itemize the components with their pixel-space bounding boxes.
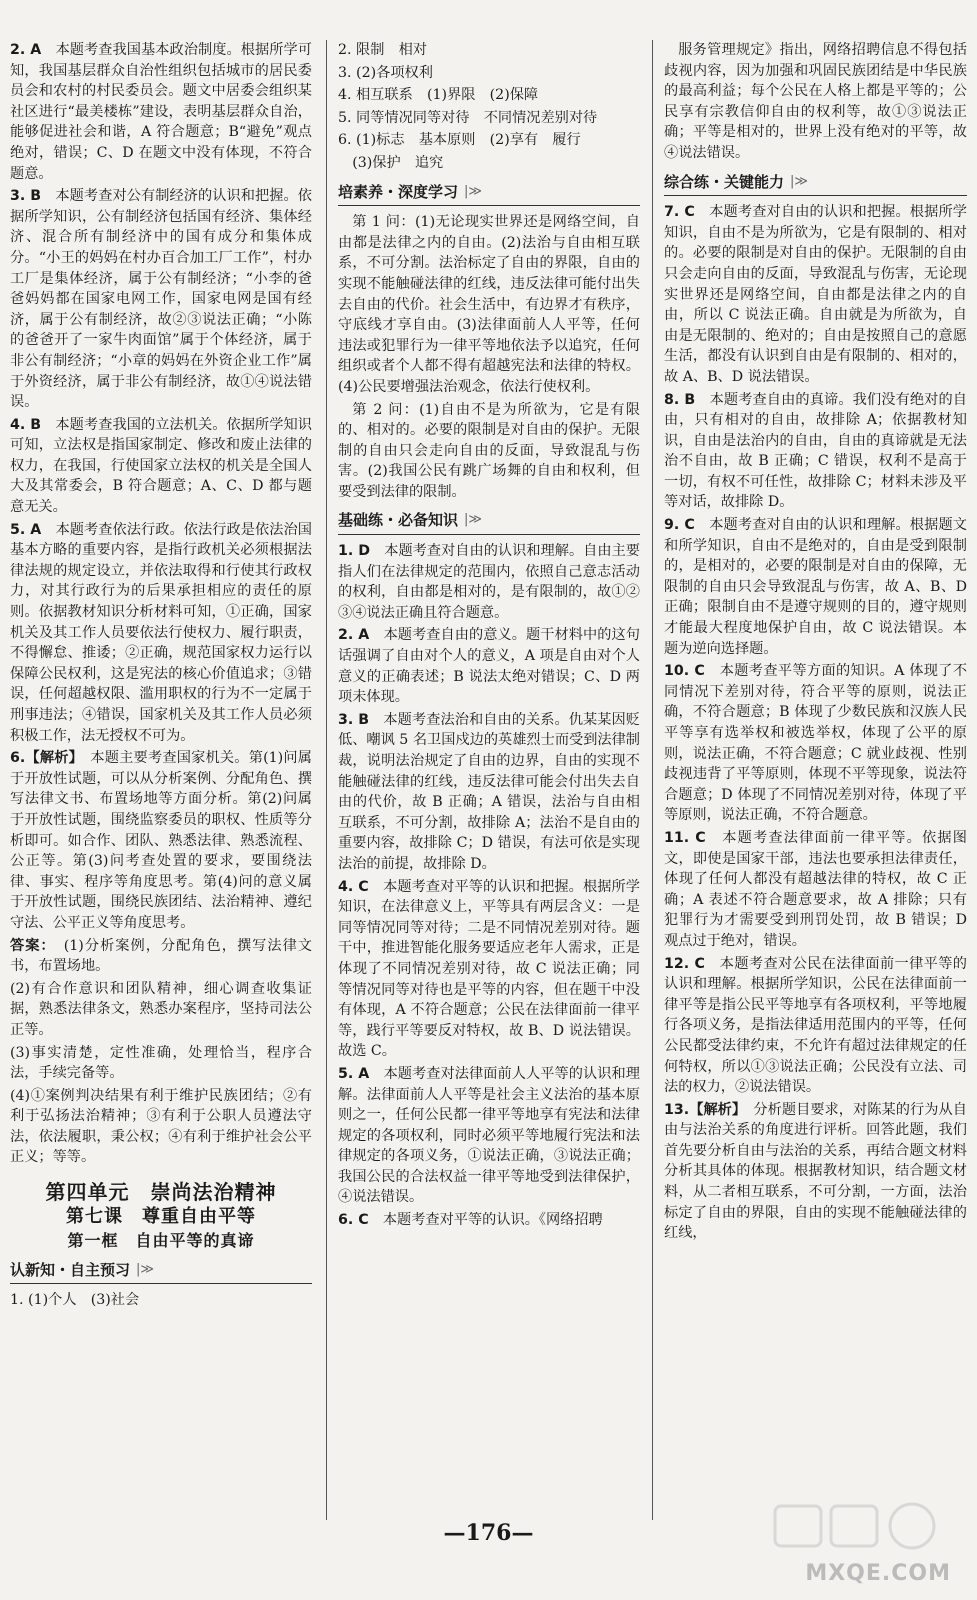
answer-text: 本题考查对公有制经济的认识和把握。依据所学知识，公有制经济包括国有经济、集体经济、混合所有制经济中的国有成分和集体成分。“小王的妈妈在村办百合加工厂工作”，村办工厂是集体经济，属于公有制经济；“小李的爸爸妈妈都在国家电网工作，国家电网是国有经济，属于公有制经济，故②③说法正确；“小陈的爸爸开了一家牛肉面馆”属于个体经济，属于非公有制经济；“小章的妈妈在外资企业工作”属于外资经济，属于非公有制经济，故①④说法错误。: [10, 188, 312, 411]
answer-text: 本题考查法律面前一律平等。依据图文，即使是国家干部，违法也要承担法律责任，体现了任何人都没有超越法律的特权，故 C 正确；A 表述不符合题意要求，故 A 排除；只有犯罪行为才需要受到刑罚处罚，故 B 错误；D 观点过于绝对，错误。: [664, 829, 967, 949]
chevron-right-icon: |≫: [136, 1261, 155, 1277]
comp-answer-item: [664, 202, 967, 387]
answer-text: 本题考查自由的真谛。我们没有绝对的自由，只有相对的自由，故排除 A；依据教材知识，自由是法治内的自由，自由的真谛就是无法治不自由，故 B 正确；C 错误，权利不是高于一切，有权不可任性，故排除 C；材料未涉及平等对话，故排除 D。: [664, 391, 967, 511]
basic-answer-item: [338, 1210, 640, 1231]
comp-answer-item: [664, 954, 967, 1098]
comp-answer-item: [664, 828, 967, 952]
answer-text: 本题考查对公民在法律面前一律平等的认识和理解。根据所学知识，公民在法律面前一律平等是指公民平等地享有各项权利，平等地履行各项义务，是指法律适用范围内的平等，任何公民都受法律约束，不允许有超过法律规定的任何特权，所以①③说法正确；公民没有立法、司法的权力，②说法错误。: [664, 955, 967, 1096]
preview-answer: (3)保护 追究: [338, 154, 444, 171]
answer-text: 本题考查对平等的认识和把握。根据所学知识，在法律意义上，平等具有两层含义：一是同等情况同等对待；二是不同情况差别对待。题干中，推进智能化服务要适应老年人需求，正是体现了不同情况差别对待，故 C 说法正确；同等情况同等对待也是平等的内容，但在题干中没有体现，A 不符合题意；公民在法律面前一律平等，践行平等要反对特权，故 B、D 说法错误。故选 C。: [338, 878, 640, 1060]
unit-title: 第四单元 崇尚法治精神: [45, 1180, 277, 1205]
answer-text: 本题考查对自由的认识和理解。自由主要指人们在法律规定的范围内，依照自己意志活动的权利，自由都是相对的，是有限制的，故①②③④说法正确且符合题意。: [338, 543, 640, 621]
basic-answer-item: [338, 710, 640, 875]
question-number: 4. C: [338, 878, 369, 895]
left-answer-item: [10, 40, 312, 184]
page-number: —176—: [443, 1520, 534, 1546]
continued-answer: 服务管理规定》指出，网络招聘信息不得包括歧视内容，因为加强和巩固民族团结是中华民族的最高利益；每个公民在人格上都是平等的；公民享有宗教信仰自由的权利等，故①③说法正确；平等是相对的，世界上没有绝对的平等，故④说法错误。: [664, 42, 967, 161]
section-comprehensive-heading: 综合练・关键能力 |≫: [664, 172, 967, 197]
left-answer-item: [10, 520, 312, 747]
question-number: 1. D: [338, 543, 370, 560]
question-number: 11. C: [664, 829, 706, 846]
section-basic-heading: 基础练・必备知识 |≫: [338, 510, 640, 535]
lesson-title: 第七课 尊重自由平等: [66, 1205, 256, 1227]
answer-text: 本题考查我国的立法机关。依据所学知识可知，立法权是指国家制定、修改和废止法律的权力，在我国，行使国家立法权的机关是全国人大及其常委会，B 符合题意；A、C、D 都与题意无关。: [10, 416, 312, 516]
question-number: 7. C: [664, 204, 695, 221]
question-number: 6. C: [338, 1212, 369, 1229]
comp-answer-item: [664, 515, 967, 659]
question-number: 10. C: [664, 663, 705, 680]
answer-text: (1)分析案例，分配角色，撰写法律文书，布置场地。: [10, 937, 312, 975]
answer-text: 本题考查对法律面前人人平等的认识和理解。法律面前人人平等是社会主义法治的基本原则之一，任何公民都一律平等地享有宪法和法律规定的各项权利，同时必须平等地履行宪法和法律规定的各项义务，①说法正确，③说法正确；我国公民的合法权益一律平等地受到法律保护，④说法错误。: [338, 1065, 640, 1206]
section-deep-heading: 培素养・深度学习 |≫: [338, 182, 640, 207]
chevron-right-icon: |≫: [464, 183, 483, 199]
chevron-right-icon: |≫: [790, 173, 809, 189]
comp-answer-item: [664, 1100, 967, 1244]
column-left: [10, 40, 312, 1313]
answer-text: 本题考查对平等的认识。《网络招聘: [382, 1212, 603, 1229]
left-answer-item: [10, 186, 312, 413]
watermark-text: MXQE.COM: [805, 1561, 951, 1586]
answer-text: 本题考查平等方面的知识。A 体现了不同情况下差别对待，符合平等的原则，说法正确，不符合题意；B 体现了少数民族和汉族人民平等享有选举权和被选举权，体现了公平的原则，说法正确，不符合题意；C 就业歧视、性别歧视违背了平等原则，体现不平等现象，说法符合题意；D 体现了不同情况差别对待，体现了平等原则，说法正确，不符合题意。: [664, 663, 968, 824]
question-number: 2. A: [338, 627, 370, 644]
question-number: 2. A: [10, 42, 42, 58]
question-number: 3. B: [10, 188, 42, 205]
question-number: 6.【解析】: [10, 750, 76, 767]
question-number: 8. B: [664, 391, 696, 408]
deep-answer-1: 第 1 问：(1)无论现实世界还是网络空间，自由都是法律之内的自由。(2)法治与自由相互联系，不可分割。法治标定了自由的界限，自由的实现不能触碰法律的红线，违反法律可能付出失去自由的代价。社会生活中，有边界才有秩序，守底线才享自由。(3)法律面前人人平等，任何违法或犯罪行为一律平等地依法予以追究，任何组织或者个人都不得有超越宪法和法律的特权。(4)公民要增强法治观念，依法行使权利。: [338, 214, 640, 395]
answer-text: 本题考查我国基本政治制度。根据所学可知，我国基层群众自治性组织包括城市的居民委员会和农村的村民委员会。题文中居委会组织某社区进行“最美楼栋”建设，表明基层群众自治，能够促进社会和谐，A 符合题意；B“避免”观点绝对，错误；C、D 在题文中没有体现，不符合题意。: [10, 42, 312, 182]
column-right: [664, 40, 967, 1246]
column-divider-1: [326, 40, 327, 1520]
answer-text: 本题主要考查国家机关。第(1)问属于开放性试题，可以从分析案例、分配角色、撰写法律文书、布置场地等方面分析。第(2)问属于开放性试题，围绕监察委员的职权、性质等分析即可。如合作、团队、熟悉法律、熟悉流程、公正等。第(3)问考查处置的要求，要围绕法律、事实、程序等角度思考。第(4)问的意义属于开放性试题，围绕民族团结、法治精神、遵纪守法、公平正义等角度思考。: [10, 750, 312, 931]
preview-answer: 3. (2)各项权利: [338, 64, 433, 81]
left-answer-item: [10, 979, 312, 1041]
left-answer-item: [10, 936, 312, 977]
question-number: 13.【解析】: [664, 1101, 740, 1118]
basic-answer-item: [338, 541, 640, 623]
left-answer-item: [10, 415, 312, 518]
column-middle: [338, 40, 640, 1233]
left-answer-item: [10, 1086, 312, 1168]
preview-answer: 4. 相互联系 (1)界限 (2)保障: [338, 87, 539, 104]
basic-answer-item: [338, 1064, 640, 1208]
preview-answer: 1. (1)个人 (3)社会: [10, 1292, 140, 1309]
question-number: 3. B: [338, 711, 370, 728]
comp-answer-item: [664, 390, 967, 514]
column-divider-2: [652, 40, 653, 1520]
chevron-right-icon: |≫: [464, 512, 483, 528]
preview-answer: 5. 同等情况同等对待 不同情况差别对待: [338, 109, 598, 126]
basic-answer-item: [338, 625, 640, 707]
question-number: 9. C: [664, 517, 695, 534]
answer-text: 本题考查依法行政。依法行政是依法治国基本方略的重要内容，是指行政机关必须根据法律法规的规定设立，并依法取得和行使其行政权力，对其行政行为的后果承担相应的责任的原则。依据教材知识分析材料可知，①正确，国家机关及其工作人员要依法行使权力、履行职责，不得懈怠、推诿；②正确，规范国家权力运行以保障公民权利，这是宪法的核心价值追求；③错误，任何超越权限、滥用职权的行为不一定属于刑事违法；④错误，国家机关及其工作人员必须积极工作，法无授权不可为。: [10, 521, 312, 744]
question-number: 答案：: [10, 937, 49, 954]
answer-text: (2)有合作意识和团队精神，细心调查收集证据，熟悉法律条文，熟悉办案程序，坚持司法公正等。: [10, 980, 312, 1038]
answer-text: 分析题目要求，对陈某的行为从自由与法治关系的角度进行评析。回答此题，我们首先要分析自由与法治的关系，再结合题文材料分析其具体的体现。根据教材知识，结合题文材料，从二者相互联系，不可分割，一方面，法治标定了自由的界限，自由的实现不能触碰法律的红线，: [664, 1101, 967, 1242]
answer-text: (4)①案例判决结果有利于维护民族团结；②有利于弘扬法治精神；③有利于公职人员遵法守法，依法履职，秉公权；④有利于维护社会公平正义；等等。: [10, 1087, 312, 1166]
answer-text: 本题考查对自由的认识和理解。根据题文和所学知识，自由不是绝对的，自由是受到限制的，是相对的，必要的限制是对自由的保障，无限制的自由只会导致混乱与伤害，故 A、B、D 正确；限制自由不是遵守规则的目的，遵守规则才能最大程度地保护自由，故 C 说法错误。本题为逆向选择题。: [664, 517, 967, 657]
question-number: 5. A: [338, 1065, 370, 1082]
comp-answer-item: [664, 661, 967, 826]
left-answer-item: [10, 748, 312, 933]
answer-text: 本题考查法治和自由的关系。仇某某因贬低、嘲讽 5 名卫国戍边的英雄烈士而受到法律制裁，说明法治规定了自由的边界，自由的实现不能触碰法律的红线，违反法律可能会付出失去自由的代价，故 B 正确；A 错误，法治与自由相互联系，不可分割，故排除 A；法治不是自由的重要内容，故排除 C；D 错误，有法可依是实现法治的前提，故排除 D。: [338, 711, 640, 872]
section-preview-heading: 认新知・自主预习 |≫: [10, 1260, 312, 1285]
preview-answer: 2. 限制 相对: [338, 42, 427, 58]
answer-text: 本题考查自由的意义。题干材料中的这句话强调了自由对个人的意义，A 项是自由对个人意义的正确表述；B 说法太绝对错误；C、D 两项未体现。: [338, 627, 640, 706]
question-number: 4. B: [10, 416, 42, 433]
preview-answer: 6. (1)标志 基本原则 (2)享有 履行: [338, 132, 581, 149]
question-number: 12. C: [664, 955, 705, 972]
left-answer-item: [10, 1043, 312, 1084]
frame-title: 第一框 自由平等的真谛: [67, 1231, 255, 1251]
deep-answer-2: 第 2 问：(1)自由不是为所欲为，它是有限的、相对的。必要的限制是对自由的保护。无限制的自由只会走向自由的反面，导致混乱与伤害。(2)我国公民有跳广场舞的自由和权利，但要受到法律的限制。: [338, 401, 640, 500]
answer-text: (3)事实清楚，定性准确，处理恰当，程序合法，手续完备等。: [10, 1044, 312, 1082]
basic-answer-item: [338, 877, 640, 1062]
answer-text: 本题考查对自由的认识和把握。根据所学知识，自由不是为所欲为，它是有限制的、相对的。必要的限制是对自由的保护。无限制的自由只会走向自由的反面，导致混乱与伤害，无论现实世界还是网络空间，自由都是法律之内的自由，所以 C 说法正确。自由就是为所欲为，自由是无限制的、绝对的；自由是按照自己的意愿生活，都没有认识到自由是有限制的、相对的，故 A、B、D 说法错误。: [664, 204, 967, 385]
question-number: 5. A: [10, 521, 42, 538]
